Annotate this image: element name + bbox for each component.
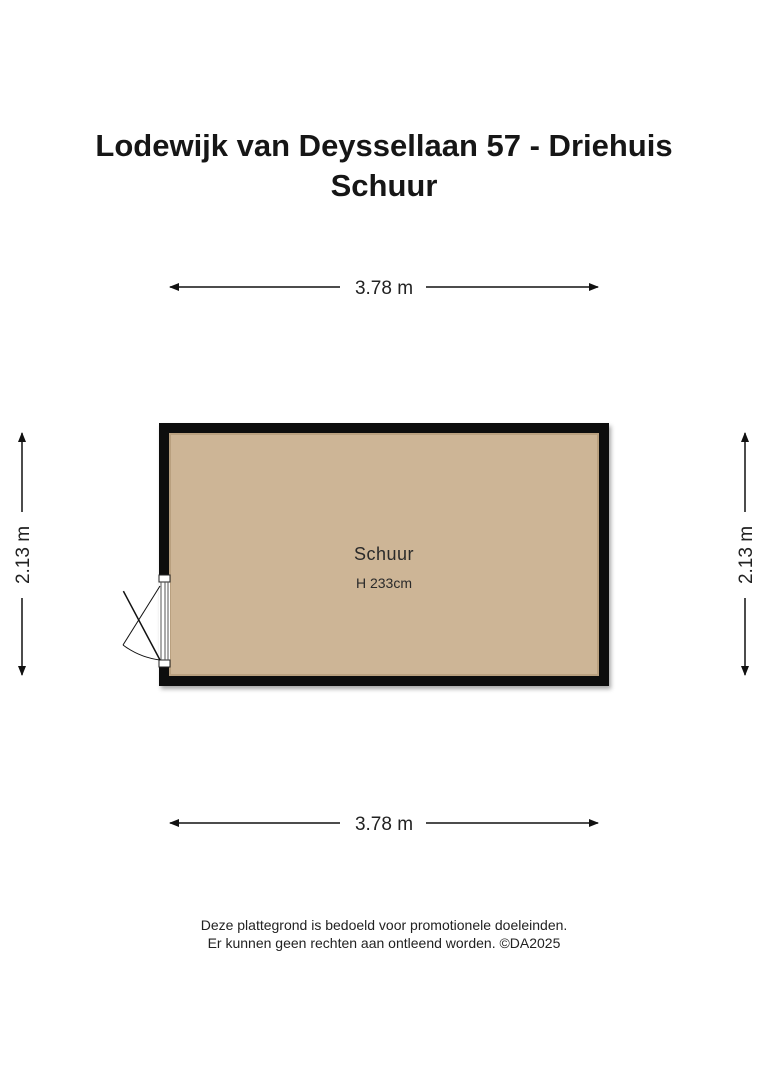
door-leaf — [123, 591, 160, 660]
top-width-dimension — [170, 278, 598, 299]
address-title: Lodewijk van Deyssellaan 57 - Driehuis — [95, 128, 673, 163]
right-depth-label: 2.13 m — [736, 525, 757, 585]
left-depth-label: 2.13 m — [13, 525, 34, 585]
door-swing-arc — [123, 645, 160, 660]
floor-title: Schuur — [330, 168, 438, 203]
disclaimer-line-1: Deze plattegrond is bedoeld voor promotionele doeleinden. — [200, 917, 568, 933]
door-frame-top — [159, 575, 170, 582]
disclaimer-line-2: Er kunnen geen rechten aan ontleend worden. ©DA2025 — [207, 935, 561, 951]
room-name-label: Schuur — [353, 544, 415, 564]
door-leaf-outline — [123, 586, 160, 645]
top-width-label: 3.78 m — [354, 278, 414, 299]
door-frame-bottom — [159, 660, 170, 667]
right-depth-dimension — [736, 433, 757, 675]
bottom-width-dimension — [170, 814, 598, 835]
bottom-width-label: 3.78 m — [354, 814, 414, 835]
door — [123, 575, 170, 667]
room-schuur — [159, 423, 609, 686]
left-depth-dimension — [13, 433, 34, 675]
room-height-label: H 233cm — [355, 575, 413, 591]
